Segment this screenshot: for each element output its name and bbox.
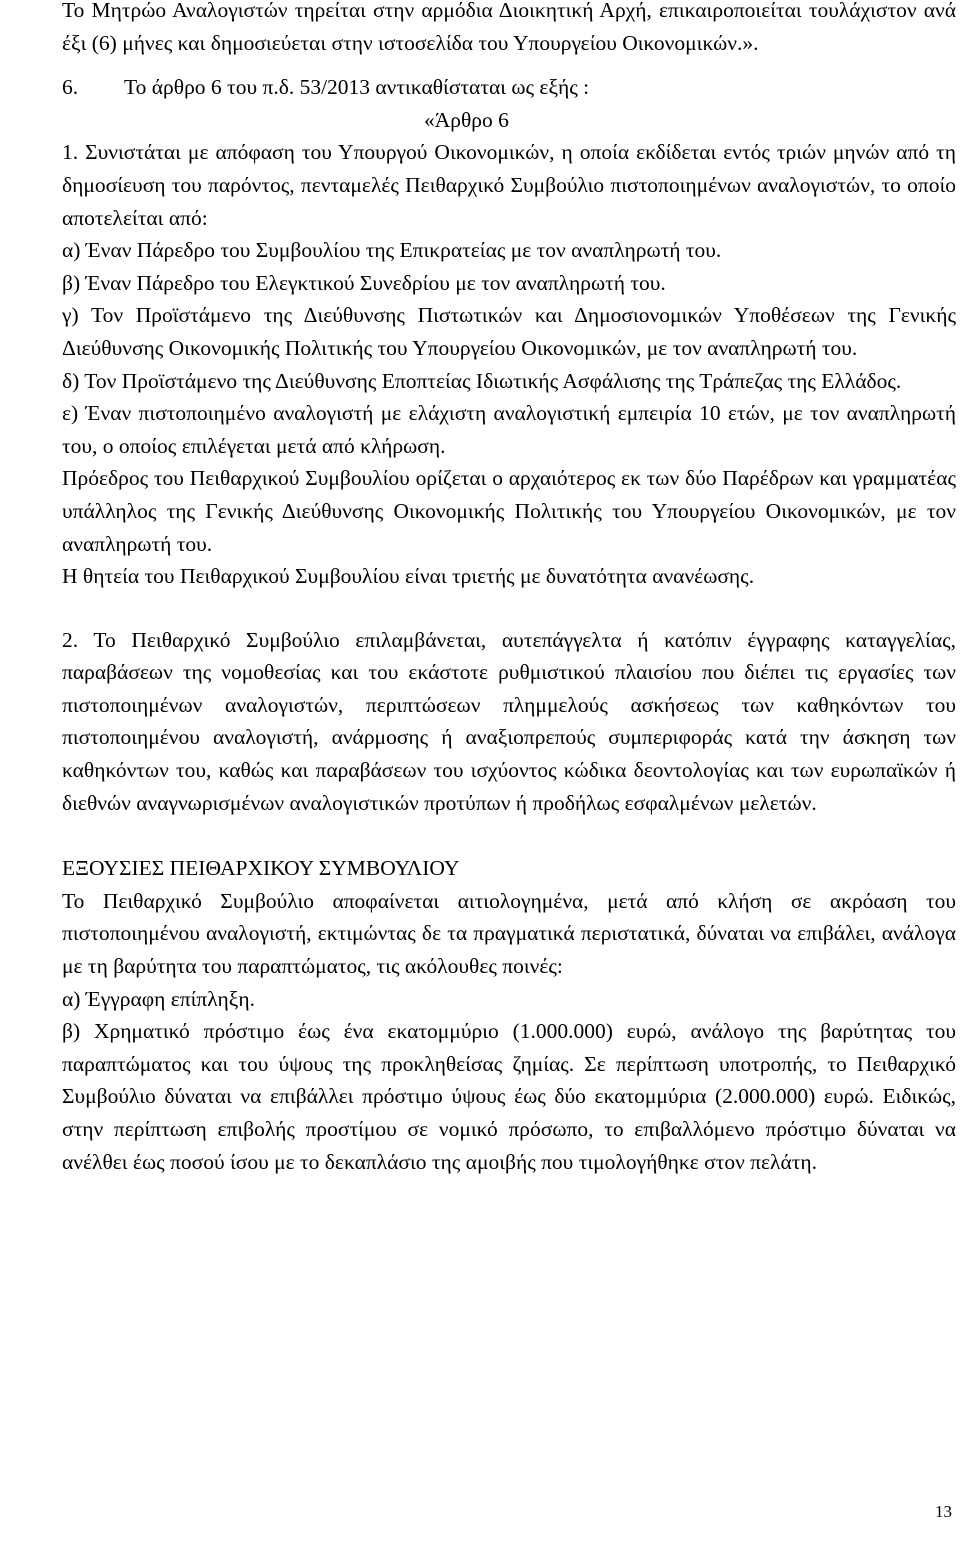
intro-paragraph: Το Μητρώο Αναλογιστών τηρείται στην αρμόδια Διοικητική Αρχή, επικαιροποιείται τουλάχιστον ανά έξι (6) μήνες και δημοσιεύεται στην ιστοσελίδα του Υπουργείου Οικονομικών.». [62,0,956,55]
item-6-paragraph [62,71,956,104]
document-body [62,0,956,1178]
member-b: β) Έναν Πάρεδρο του Ελεγκτικού Συνεδρίου με τον αναπληρωτή του. [62,270,666,295]
penalty-a: α) Έγγραφη επίπληξη. [62,986,255,1011]
page-number: 13 [935,1502,952,1521]
member-a: α) Έναν Πάρεδρο του Συμβουλίου της Επικρατείας με τον αναπληρωτή του. [62,238,722,263]
term-paragraph: Η θητεία του Πειθαρχικού Συμβουλίου είναι τριετής με δυνατότητα ανανέωσης. [62,564,755,589]
powers-intro-paragraph: Το Πειθαρχικό Συμβούλιο αποφαίνεται αιτιολογημένα, μετά από κλήση σε ακρόαση του πιστοποιημένου αναλογιστή, εκτιμώντας δε τα πραγματικά περιστατικά, δύναται να επιβάλει, ανάλογα με τη βαρύτητα του παραπτώματος, τις ακόλουθες ποινές: [62,888,956,979]
paragraph-1: 1. Συνιστάται με απόφαση του Υπουργού Οικονομικών, η οποία εκδίδεται εντός τριών μηνών από τη δημοσίευση του παρόντος, πενταμελές Πειθαρχικό Συμβούλιο πιστοποιημένων αναλογιστών, το οποίο αποτελείται από: [62,140,956,230]
member-e: ε) Έναν πιστοποιημένο αναλογιστή με ελάχιστη αναλογιστική εμπειρία 10 ετών, με τον αναπληρωτή του, ο οποίος επιλέγεται μετά από κλήρωση. [62,401,956,458]
penalty-b: β) Χρηματικό πρόστιμο έως ένα εκατομμύριο (1.000.000) ευρώ, ανάλογο της βαρύτητας του παραπτώματος και του ύψους της προκληθείσας ζημίας. Σε περίπτωση υποτροπής, το Πειθαρχικό Συμβούλιο δύναται να επιβάλλει πρόστιμο ύψους έως δύο εκατομμύρια (2.000.000) ευρώ. Ειδικώς, στην περίπτωση επιβολής προστίμου σε νομικό πρόσωπο, το επιβαλλόμενο πρόστιμο δύναται να ανέλθει έως ποσού ίσου με το δεκαπλάσιο της αμοιβής που τιμολογήθηκε στον πελάτη. [62,1019,956,1174]
member-c: γ) Τον Προϊστάμενο της Διεύθυνσης Πιστωτικών και Δημοσιονομικών Υποθέσεων της Γενικής Διεύθυνσης Οικονομικής Πολιτικής του Υπουργείου Οικονομικών, με τον αναπληρωτή του. [62,303,956,360]
article-heading: «Άρθρο 6 [424,107,509,132]
chair-paragraph: Πρόεδρος του Πειθαρχικού Συμβουλίου ορίζεται ο αρχαιότερος εκ των δύο Παρέδρων και γραμματέας υπάλληλος της Γενικής Διεύθυνσης Οικονομικής Πολιτικής του Υπουργείου Οικονομικών, με τον αναπληρωτή του. [62,466,956,556]
powers-heading: ΕΞΟΥΣΙΕΣ ΠΕΙΘΑΡΧΙΚΟΥ ΣΥΜΒΟΥΛΙΟΥ [62,856,460,881]
paragraph-2: 2. Το Πειθαρχικό Συμβούλιο επιλαμβάνεται, αυτεπάγγελτα ή κατόπιν έγγραφης καταγγελίας, παραβάσεων της νομοθεσίας και του εκάστοτε ρυθμιστικού πλαισίου που διέπει τις εργασίες των πιστοποιημένων αναλογιστών, περιπτώσεων πλημμελούς ασκήσεως των καθηκόντων του πιστοποιημένου αναλογιστή, ανάρμοσης ή αναξιοπρεπούς συμπεριφοράς κατά την άσκηση των καθηκόντων του, καθώς και παραβάσεων του ισχύοντος κώδικα δεοντολογίας και των ευρωπαϊκών ή διεθνών αναγνωρισμένων αναλογιστικών προτύπων ή προδήλως εσφαλμένων μελετών. [62,627,956,815]
item-6-text: Το άρθρο 6 του π.δ. 53/2013 αντικαθίσταται ως εξής : [124,75,590,100]
member-d: δ) Τον Προϊστάμενο της Διεύθυνσης Εποπτείας Ιδιωτικής Ασφάλισης της Τράπεζας της Ελλάδος. [62,368,902,393]
item-6-number: 6. [62,75,79,100]
